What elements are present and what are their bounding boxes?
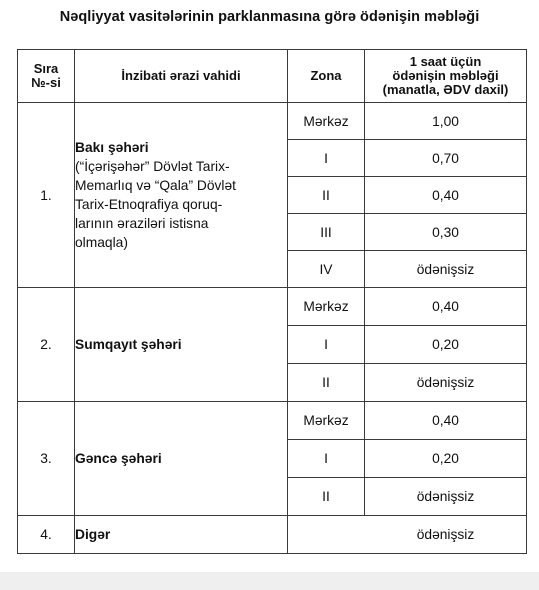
- header-zone: Zona: [288, 50, 365, 103]
- row-number: 2.: [18, 288, 75, 402]
- zone-cell: Mərkəz: [288, 288, 365, 326]
- zone-cell: II: [288, 478, 365, 516]
- zone-cell: I: [288, 140, 365, 177]
- city-note-line: larının əraziləri istisna: [75, 216, 209, 231]
- amount-cell: ödənişsiz: [365, 364, 527, 402]
- amount-cell: 0,20: [365, 326, 527, 364]
- header-row: [18, 50, 527, 103]
- amount-cell: 0,40: [365, 288, 527, 326]
- zone-cell: Mərkəz: [288, 103, 365, 140]
- row-number: 4.: [18, 516, 75, 554]
- zone-cell: Mərkəz: [288, 402, 365, 440]
- header-number-line1: Sıra: [33, 61, 59, 76]
- city-name: Digər: [75, 527, 111, 542]
- header-amount: [365, 50, 527, 103]
- table-row: [18, 402, 527, 440]
- zone-cell: II: [288, 364, 365, 402]
- zone-cell: II: [288, 177, 365, 214]
- table-row: [18, 516, 527, 554]
- amount-cell: 0,70: [365, 140, 527, 177]
- zone-cell: IV: [288, 251, 365, 288]
- amount-cell: 0,20: [365, 440, 527, 478]
- document-title: Nəqliyyat vasitələrinin parklanmasına görə ödənişin məbləği: [59, 9, 480, 25]
- header-amount-line3: (manatla, ƏDV daxil): [382, 82, 509, 97]
- city-note: [75, 157, 287, 252]
- amount-cell: 0,40: [365, 177, 527, 214]
- row-number: 3.: [18, 402, 75, 516]
- header-number-line2: №-si: [31, 75, 61, 90]
- admin-unit-cell: [75, 516, 288, 554]
- amount-cell: ödənişsiz: [288, 516, 527, 554]
- amount-cell: ödənişsiz: [365, 251, 527, 288]
- amount-cell: 0,30: [365, 214, 527, 251]
- header-number: [18, 50, 75, 103]
- city-note-line: (“İçərişəhər” Dövlət Tarix-: [75, 159, 230, 174]
- city-name: Sumqayıt şəhəri: [75, 337, 182, 352]
- amount-cell: 1,00: [365, 103, 527, 140]
- admin-unit-cell: [75, 103, 288, 288]
- parking-fee-table: [17, 49, 527, 554]
- admin-unit-cell: [75, 288, 288, 402]
- zone-cell: I: [288, 440, 365, 478]
- zone-cell: I: [288, 326, 365, 364]
- city-note-line: Tarix-Etnoqrafiya qoruq-: [75, 197, 223, 212]
- amount-cell: 0,40: [365, 402, 527, 440]
- header-admin-unit: İnzibati ərazi vahidi: [75, 50, 288, 103]
- header-amount-line1: 1 saat üçün: [409, 54, 482, 69]
- admin-unit-cell: [75, 402, 288, 516]
- zone-cell: III: [288, 214, 365, 251]
- city-name: Bakı şəhəri: [75, 140, 149, 155]
- city-name: Gəncə şəhəri: [75, 451, 162, 466]
- city-note-line: Memarlıq və “Qala” Dövlət: [75, 178, 237, 193]
- row-number: 1.: [18, 103, 75, 288]
- amount-cell: ödənişsiz: [365, 478, 527, 516]
- table-row: [18, 103, 527, 140]
- page-bottom-margin: [0, 572, 539, 590]
- header-amount-line2: ödənişin məbləği: [392, 68, 499, 83]
- table-row: [18, 288, 527, 326]
- city-note-line: olmaqla): [75, 235, 128, 250]
